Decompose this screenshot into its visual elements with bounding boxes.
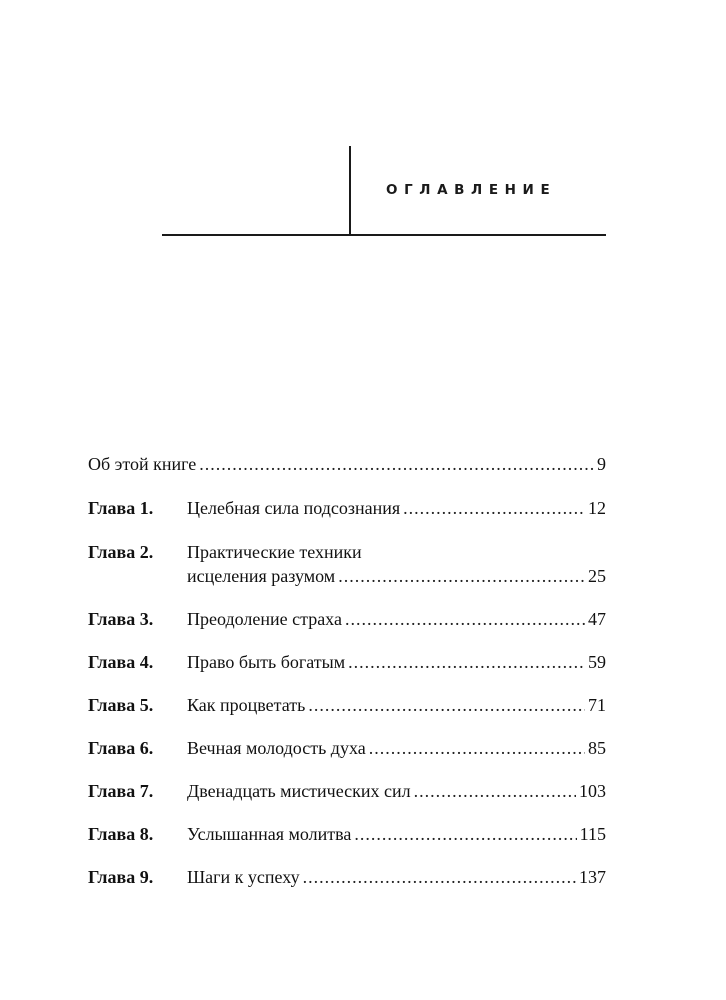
chapter-title: Вечная молодость духа: [187, 738, 366, 758]
toc-heading: ОГЛАВЛЕНИЕ: [386, 182, 557, 198]
chapter-title: Услышанная молитва: [187, 824, 352, 844]
chapter-label: Глава 8.: [88, 824, 154, 844]
chapter-label: Глава 9.: [88, 867, 154, 887]
dot-leader: [338, 564, 585, 588]
chapter-label: Глава 1.: [88, 498, 154, 518]
chapter-title: исцеления разумом: [187, 566, 336, 586]
chapter-label: Глава 2.: [88, 542, 154, 562]
chapter-page: 137: [579, 867, 606, 887]
dot-leader: [199, 452, 594, 476]
vertical-rule: [349, 146, 351, 236]
chapter-label: Глава 7.: [88, 781, 154, 801]
chapter-page: 59: [588, 652, 606, 672]
chapter-label: Глава 4.: [88, 652, 154, 672]
chapter-page: 115: [579, 824, 606, 844]
chapter-title: Право быть богатым: [187, 652, 346, 672]
chapter-title: Как процветать: [187, 695, 306, 715]
toc-entry-intro[interactable]: [88, 452, 606, 476]
horizontal-rule: [162, 234, 606, 236]
toc-entry-chapter-7[interactable]: [88, 779, 606, 803]
toc-entry-chapter-1[interactable]: [88, 496, 606, 520]
dot-leader: [303, 865, 576, 889]
dot-leader: [348, 650, 585, 674]
toc-entry-title: Об этой книге: [88, 454, 197, 474]
toc-entry-chapter-9[interactable]: [88, 865, 606, 889]
toc-entry-chapter-2[interactable]: [88, 540, 606, 588]
dot-leader: [308, 693, 585, 717]
chapter-title: Шаги к успеху: [187, 867, 300, 887]
chapter-title: Двенадцать мистических сил: [187, 781, 411, 801]
chapter-title: Преодоление страха: [187, 609, 342, 629]
toc-entry-chapter-3[interactable]: [88, 607, 606, 631]
chapter-page: 85: [588, 738, 606, 758]
dot-leader: [345, 607, 585, 631]
toc-entry-page: 9: [597, 454, 606, 474]
chapter-title-line-1: Практические техники: [187, 542, 362, 562]
chapter-title: Целебная сила подсознания: [187, 498, 401, 518]
chapter-page: 47: [588, 609, 606, 629]
dot-leader: [414, 779, 576, 803]
dot-leader: [369, 736, 585, 760]
chapter-label: Глава 6.: [88, 738, 154, 758]
chapter-page: 25: [588, 566, 606, 586]
dot-leader: [354, 822, 576, 846]
chapter-label: Глава 5.: [88, 695, 154, 715]
chapter-page: 71: [588, 695, 606, 715]
toc-entry-chapter-4[interactable]: [88, 650, 606, 674]
dot-leader: [403, 496, 585, 520]
chapter-page: 12: [588, 498, 606, 518]
toc-entry-chapter-5[interactable]: [88, 693, 606, 717]
toc-entry-chapter-6[interactable]: [88, 736, 606, 760]
toc-entry-chapter-8[interactable]: [88, 822, 606, 846]
chapter-page: 103: [579, 781, 606, 801]
chapter-label: Глава 3.: [88, 609, 154, 629]
